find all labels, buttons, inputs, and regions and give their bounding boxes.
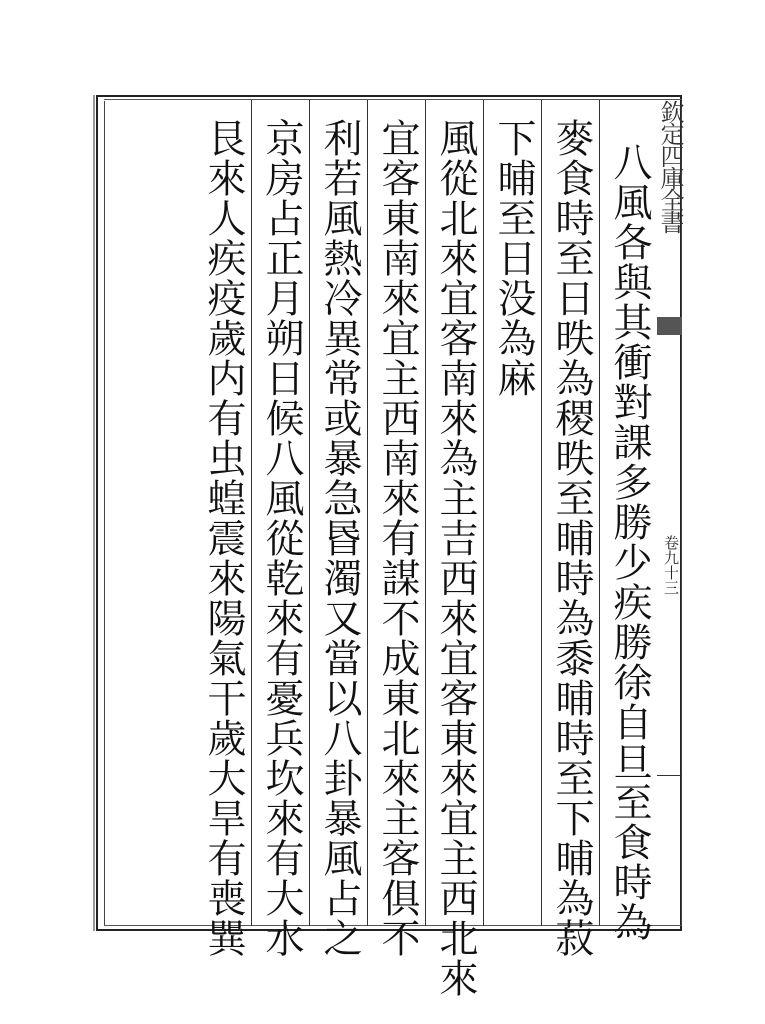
book-title: 欽定四庫全書 (656, 100, 684, 232)
text-column-8 (194, 100, 252, 958)
column-text: 風從北來宜客南來為主吉西來宜客東來宜主西北來 (433, 118, 478, 998)
text-column-3 (484, 100, 542, 926)
column-text: 八風各與其衝對課多勝少疾勝徐自旦至食時為 (607, 142, 652, 942)
fishtail-mark (657, 317, 682, 335)
column-text: 宜客東南來宜主西南來有謀不成東北來主客俱不 (375, 118, 420, 958)
page-edge (93, 95, 95, 931)
volume-number: 卷九十三 (662, 535, 680, 595)
text-column-5 (368, 100, 426, 958)
column-text: 艮來人疾疫歲内有虫蝗震來陽氣干歲大旱有喪巽 (201, 118, 246, 958)
margin-strip (657, 95, 682, 931)
text-column-2 (542, 100, 600, 958)
column-text: 麥食時至日昳為稷昳至晡時為黍晡時至下晡為菽 (549, 118, 594, 958)
text-column-4 (426, 100, 484, 998)
margin-rule (657, 775, 682, 776)
column-text: 京房占正月朔日候八風從乾來有憂兵坎來有大水 (259, 118, 304, 958)
text-column-6 (310, 100, 368, 958)
column-text: 下晡至日没為麻 (491, 118, 536, 398)
text-column-7 (252, 100, 310, 958)
text-column-1 (600, 100, 658, 942)
column-text: 利若風熱冷異常或暴急昬濁又當以八卦暴風占之 (317, 118, 362, 958)
